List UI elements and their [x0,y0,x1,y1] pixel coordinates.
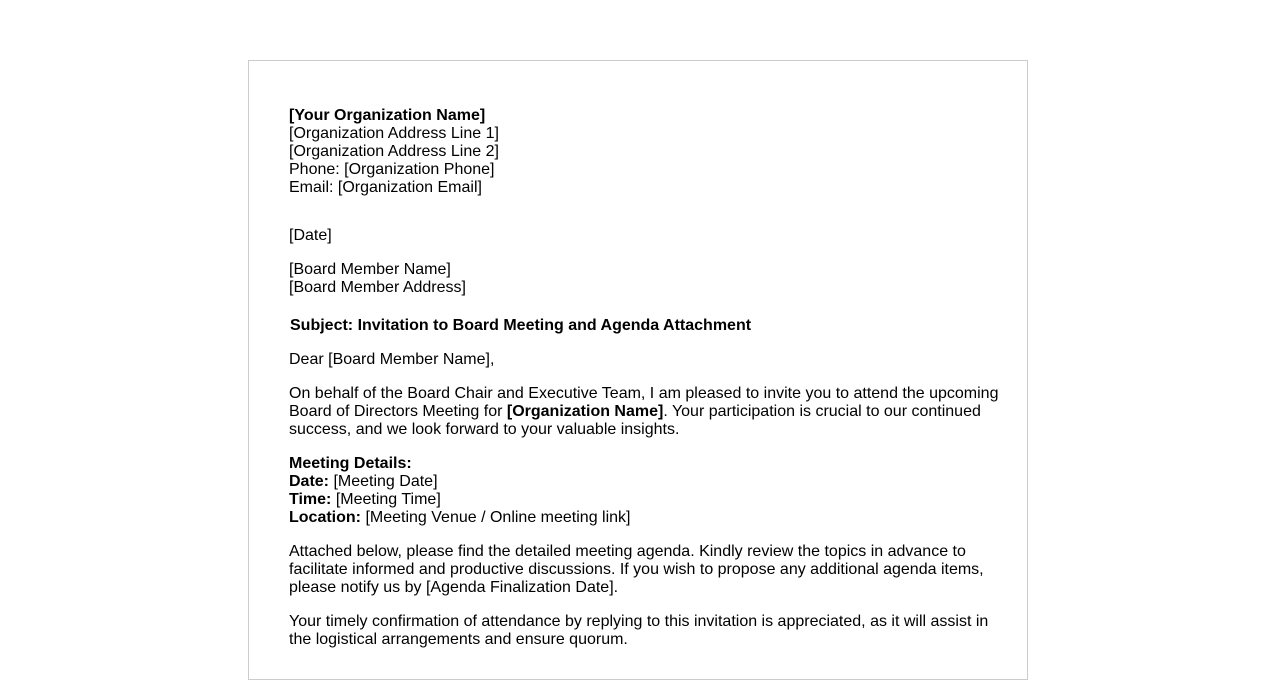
meeting-date-label: Date: [289,473,330,490]
intro-text-start: On behalf of the Board Chair and Executive Team, I am pleased to invite you to attend the upcoming Board of Directors Meeting for [289,385,999,420]
intro-text-end: . Your participation is crucial to our continued success, and we look forward to your valuable insights. [289,403,981,438]
recipient-block [289,261,999,297]
organization-address-line-1: [Organization Address Line 1] [289,125,499,142]
organization-header [289,107,999,197]
date-text: [Date] [289,227,332,244]
recipient-address: [Board Member Address] [289,279,466,296]
meeting-location-value: [Meeting Venue / Online meeting link] [361,509,631,526]
confirmation-paragraph: Your timely confirmation of attendance by replying to this invitation is appreciated, as it will assist in the logistical arrangements and ensure quorum. [289,613,989,648]
recipient-name: [Board Member Name] [289,261,451,278]
organization-email: Email: [Organization Email] [289,179,482,196]
intro-organization-name: [Organization Name] [506,403,664,420]
organization-phone: Phone: [Organization Phone] [289,161,495,178]
meeting-location-row [289,509,999,527]
meeting-location-label: Location: [289,509,361,526]
salutation: Dear [Board Member Name], [289,351,495,368]
meeting-time-row [289,491,999,509]
meeting-details-heading: Meeting Details: [289,455,412,472]
letter-subject: Subject: Invitation to Board Meeting and Agenda Attachment [290,317,752,334]
agenda-paragraph: Attached below, please find the detailed meeting agenda. Kindly review the topics in advance to facilitate informed and productive discussions. If you wish to propose any additional agenda items, please notify us by [Agenda Finalization Date]. [289,543,984,596]
intro-paragraph [289,385,999,439]
letter-page [248,60,1028,680]
letter-content [289,107,999,665]
meeting-date-row [289,473,999,491]
organization-name: [Your Organization Name] [289,107,486,124]
meeting-time-label: Time: [289,491,332,508]
meeting-time-value: [Meeting Time] [331,491,441,508]
organization-address-line-2: [Organization Address Line 2] [289,143,499,160]
meeting-details [289,455,999,527]
meeting-date-value: [Meeting Date] [329,473,438,490]
letter-date [289,227,999,245]
